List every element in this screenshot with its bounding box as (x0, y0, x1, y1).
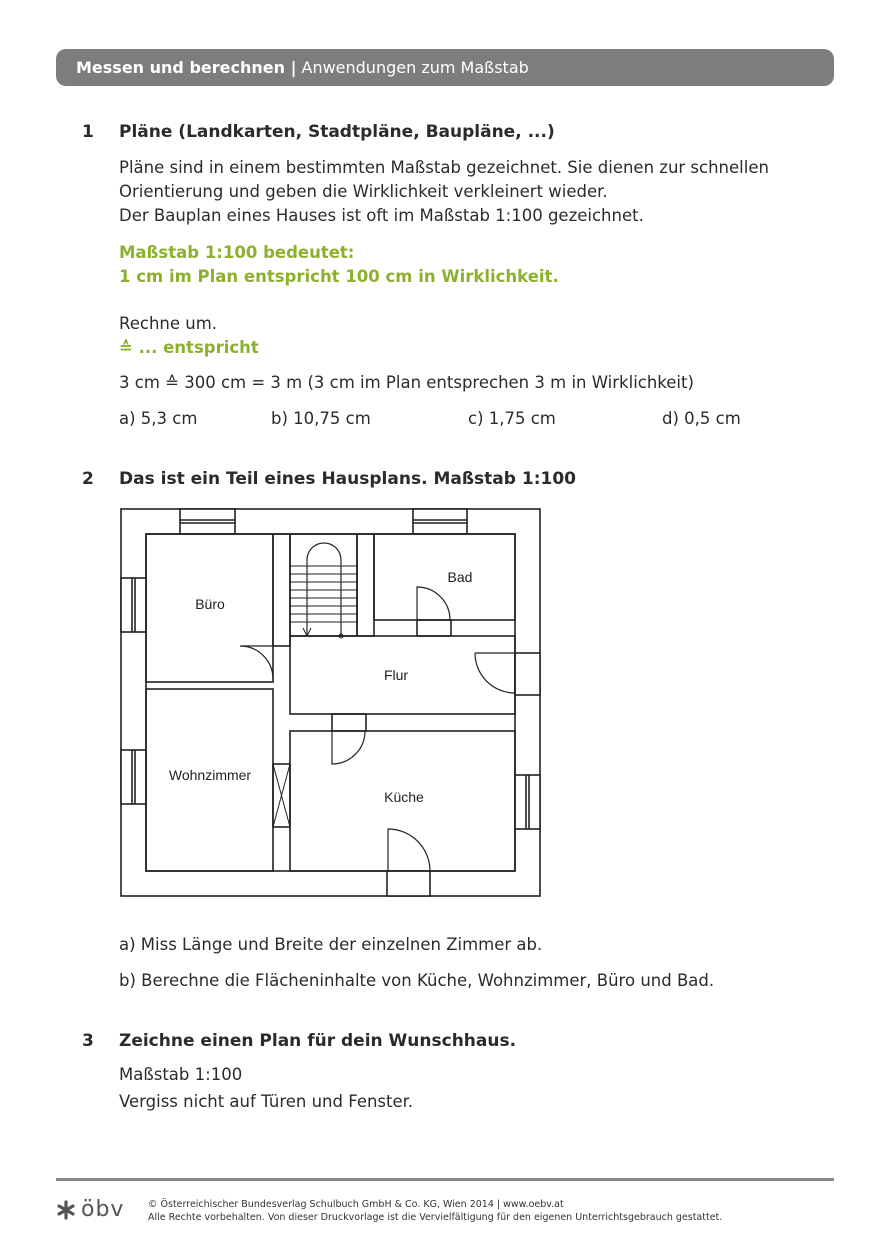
task-1-instruction: Rechne um. (119, 314, 218, 333)
window-left-upper (121, 578, 146, 632)
room-label-bad: Bad (447, 569, 473, 585)
task-1-intro-line-2: Orientierung und geben die Wirklichkeit verkleinert wieder. (119, 182, 608, 201)
task-1-intro-line-3: Der Bauplan eines Hauses ist oft im Maßstab 1:100 gezeichnet. (119, 206, 644, 225)
window-right-lower (515, 775, 540, 829)
task-2-number: 2 (82, 469, 94, 489)
publisher-logo (55, 1197, 124, 1222)
header-bar (56, 49, 834, 86)
exercise-item-d: d) 0,5 cm (662, 409, 741, 428)
publisher-logo-text: öbv (81, 1197, 125, 1222)
door-swing-buero (240, 646, 273, 679)
window-top-left (180, 509, 235, 534)
task-3-line-2: Vergiss nicht auf Türen und Fenster. (119, 1092, 414, 1111)
exercise-item-a: a) 5,3 cm (119, 409, 198, 428)
entrance-bottom (387, 871, 430, 896)
room-bad (374, 534, 515, 620)
door-swing-bad (417, 587, 450, 620)
task-1-number: 1 (82, 122, 94, 142)
room-label-wohnzimmer: Wohnzimmer (168, 767, 252, 783)
room-label-flur: Flur (383, 667, 409, 683)
window-right-upper (515, 653, 540, 695)
task-3-title: Zeichne einen Plan für dein Wunschhaus. (119, 1031, 517, 1051)
scale-highlight-2: 1 cm im Plan entspricht 100 cm in Wirklichkeit. (119, 267, 559, 286)
star-icon (55, 1199, 77, 1221)
task-3-number: 3 (82, 1031, 94, 1051)
door-frame-kueche-top (332, 714, 366, 731)
wall-buero-stairs (273, 534, 290, 646)
example-conversion: 3 cm ≙ 300 cm = 3 m (3 cm im Plan entsprechen 3 m in Wirklichkeit) (119, 373, 694, 392)
window-left-lower (121, 750, 146, 804)
task-3-line-1: Maßstab 1:100 (119, 1065, 243, 1084)
room-label-buero: Büro (195, 596, 225, 612)
task-2-item-b: b) Berechne die Flächeninhalte von Küche, Wohnzimmer, Büro und Bad. (119, 971, 715, 990)
footer-copyright: © Österreichischer Bundesverlag Schulbuch GmbH & Co. KG, Wien 2014 | www.oebv.at (148, 1199, 564, 1210)
staircase (290, 534, 357, 636)
door-frame-bad (417, 620, 451, 636)
header-section-title: Messen und berechnen | (76, 58, 297, 77)
task-2-item-a: a) Miss Länge und Breite der einzelnen Zimmer ab. (119, 935, 543, 954)
symbol-note: ≙ ... entspricht (119, 338, 259, 357)
house-floor-plan (117, 505, 547, 901)
footer-rights: Alle Rechte vorbehalten. Von dieser Druckvorlage ist die Vervielfältigung für den eigenen Unterrichtsgebrauch gestattet. (148, 1212, 723, 1223)
door-swing-flur (475, 653, 515, 693)
header-topic: Anwendungen zum Maßstab (296, 58, 529, 77)
exercise-item-b: b) 10,75 cm (271, 409, 371, 428)
exercise-item-c: c) 1,75 cm (468, 409, 556, 428)
stair-steps (290, 566, 357, 622)
door-swing-entrance (388, 829, 430, 871)
outer-wall-outer (121, 509, 540, 896)
task-1-title: Pläne (Landkarten, Stadtpläne, Baupläne, ...) (119, 122, 555, 142)
task-1-intro-line-1: Pläne sind in einem bestimmten Maßstab gezeichnet. Sie dienen zur schnellen (119, 158, 769, 177)
door-swing-kueche-top (332, 731, 365, 764)
room-label-kueche: Küche (384, 789, 424, 805)
scale-highlight-1: Maßstab 1:100 bedeutet: (119, 243, 355, 262)
wall-stairs-bad (357, 534, 374, 636)
window-top-right (413, 509, 467, 534)
footer-divider (56, 1178, 834, 1181)
task-2-title: Das ist ein Teil eines Hausplans. Maßstab 1:100 (119, 469, 576, 489)
